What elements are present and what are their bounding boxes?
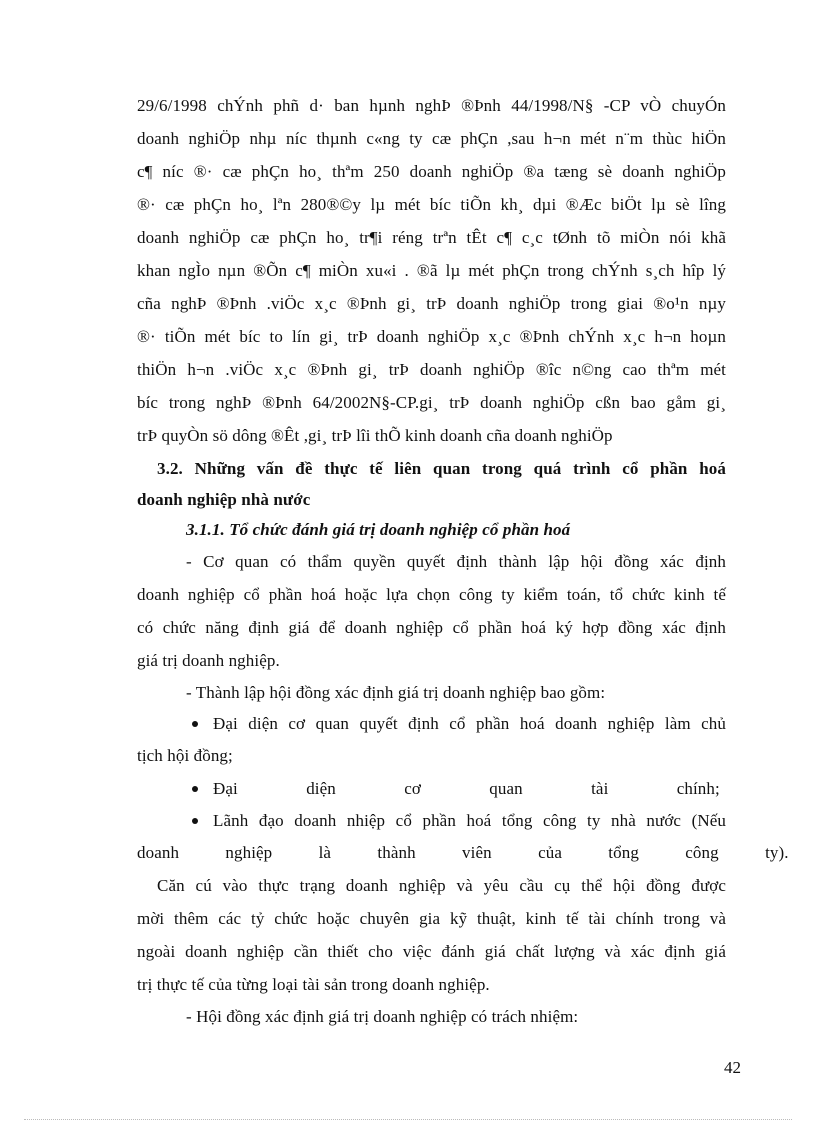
body-text-line: ®· tiÕn mét bíc to lín gi¸ trÞ doanh nghiÖp x¸c ®Þnh chÝnh x¸c h¬n hoµn xyxy=(137,327,726,346)
body-text-line: trÞ quyÒn sö dông ®Êt ,gi¸ trÞ lîi thÕ kinh doanh cña doanh nghiÖp xyxy=(137,426,613,445)
section-heading-cont: doanh nghiệp nhà nước xyxy=(137,490,311,509)
section-heading: 3.2. Những vấn đề thực tế liên quan trong quá trình cổ phần hoá xyxy=(157,459,726,478)
body-text-line: bíc trong nghÞ ®Þnh 64/2002N§-CP.gi¸ trÞ doanh nghiÖp cßn bao gåm gi¸ xyxy=(137,393,726,412)
body-text-line: doanh nghiÖp nhµ níc thµnh c«ng ty cæ phÇn ,sau h¬n mét n¨m thùc hiÖn xyxy=(137,129,726,148)
body-text-line: ®· cæ phÇn ho¸ lªn 280®©y lµ mét bíc tiÕn kh¸ dµi ®Æc biÖt lµ sè lîng xyxy=(137,195,726,214)
body-text-line: - Cơ quan có thẩm quyền quyết định thành lập hội đồng xác định xyxy=(186,552,726,571)
body-text-line: doanh nghiÖp cæ phÇn ho¸ tr¶i réng trªn tÊt c¶ c¸c tØnh tõ miÒn nói khã xyxy=(137,228,726,247)
bullet-icon xyxy=(192,786,198,792)
body-text-line: có chức năng định giá để doanh nghiệp cổ phần hoá ký hợp đồng xác định xyxy=(137,618,726,637)
body-text-line: thiÖn h¬n .viÖc x¸c ®Þnh gi¸ trÞ doanh nghiÖp ®îc n©ng cao thªm mét xyxy=(137,360,726,379)
subsection-heading: 3.1.1. Tổ chức đánh giá trị doanh nghiệp cổ phần hoá xyxy=(186,520,571,539)
bullet-icon xyxy=(192,721,198,727)
body-text-line: c¶ níc ®· cæ phÇn ho¸ thªm 250 doanh nghiÖp ®a tæng sè doanh nghiÖp xyxy=(137,162,726,181)
body-text-line: mời thêm các tỷ chức hoặc chuyên gia kỹ thuật, kinh tế tài chính trong và xyxy=(137,909,726,928)
bullet-item: Lãnh đạo doanh nhiệp cổ phần hoá tổng công ty nhà nước (Nếu xyxy=(213,811,726,830)
bullet-icon xyxy=(192,818,198,824)
body-text-line: Căn cú vào thực trạng doanh nghiệp và yêu cầu cụ thể hội đồng được xyxy=(157,876,726,895)
body-text-line: - Hội đồng xác định giá trị doanh nghiệp có trách nhiệm: xyxy=(186,1007,579,1026)
body-text-line: cña nghÞ ®Þnh .viÖc x¸c ®Þnh gi¸ trÞ doanh nghiÖp trong giai ®o¹n nµy xyxy=(137,294,726,313)
body-text-line: 29/6/1998 chÝnh phñ d· ban hµnh nghÞ ®Þnh 44/1998/N§ -CP vÒ chuyÓn xyxy=(137,96,726,115)
body-text-line: doanh nghiệp cổ phần hoá hoặc lựa chọn công ty kiểm toán, tổ chức kinh tế xyxy=(137,585,726,604)
bullet-item-cont: doanh nghiệp là thành viên của tổng công ty). xyxy=(137,843,789,862)
body-text-line: giá trị doanh nghiệp. xyxy=(137,651,280,670)
body-text-line: trị thực tế của từng loại tài sản trong doanh nghiệp. xyxy=(137,975,490,994)
page-number: 42 xyxy=(724,1058,741,1077)
bullet-item: Đại diện cơ quan tài chính; xyxy=(213,779,720,798)
bullet-item: Đại diện cơ quan quyết định cổ phần hoá doanh nghiệp làm chủ xyxy=(213,714,726,733)
body-text-line: khan ngÌo nµn ®Õn c¶ miÒn xu«i . ®ã lµ mét phÇn trong chÝnh s¸ch hîp lý xyxy=(137,261,726,280)
page-bottom-divider xyxy=(24,1119,792,1120)
bullet-item-cont: tịch hội đồng; xyxy=(137,746,233,765)
body-text-line: - Thành lập hội đồng xác định giá trị doanh nghiệp bao gồm: xyxy=(186,683,606,702)
body-text-line: ngoài doanh nghiệp cần thiết cho việc đánh giá chất lượng và xác định giá xyxy=(137,942,726,961)
